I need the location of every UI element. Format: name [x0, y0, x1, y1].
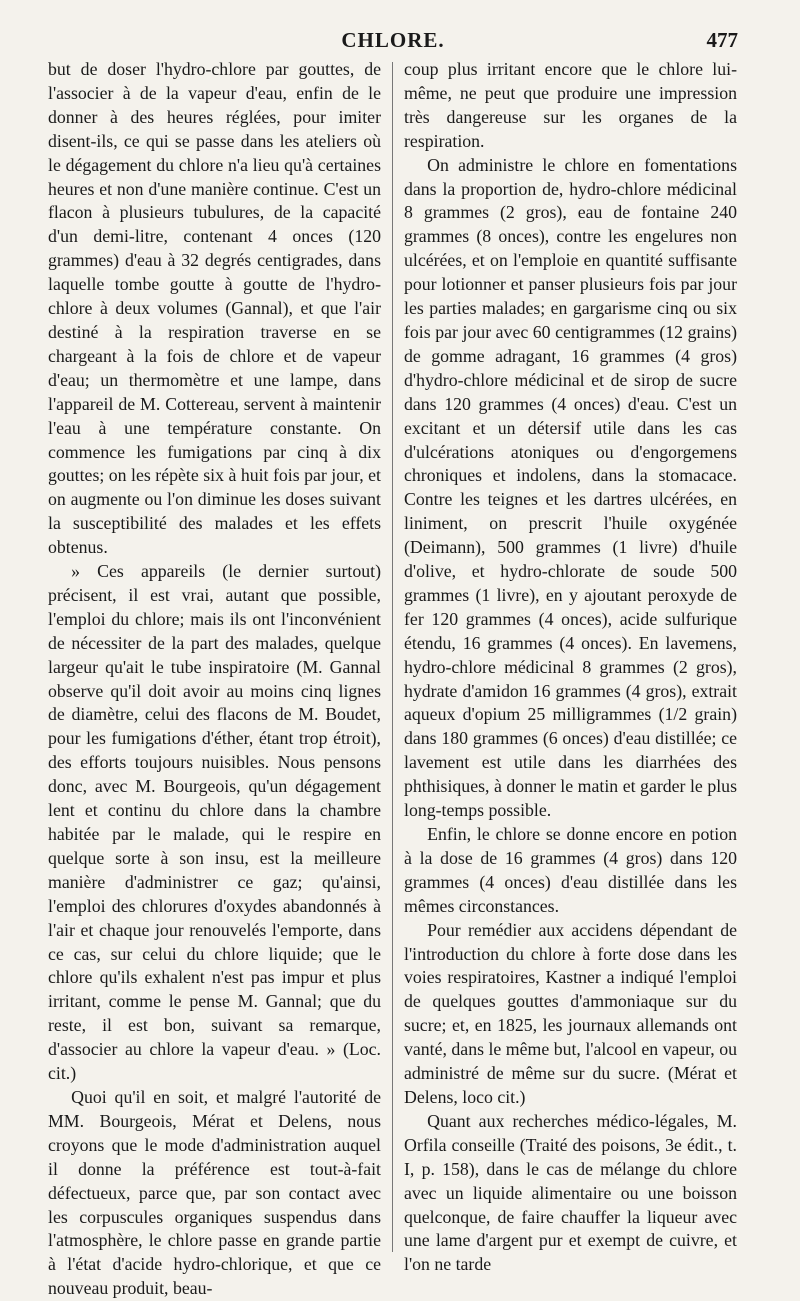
- paragraph: Quant aux recherches médico-légales, M. Orfila conseille (Traité des poisons, 3e édit., t. I, p. 158), dans le cas de mélange du chlore avec un liquide alimentaire ou une boisson quelconque, de faire chauffer la liqueur avec une lame d'argent pur et exempt de cuivre, et l'on ne tarde: [404, 1110, 737, 1275]
- page-header: [48, 28, 738, 58]
- paragraph: Pour remédier aux accidens dépendant de l'introduction du chlore à forte dose dans les voies respiratoires, Kastner a indiqué l'emploi de quelques gouttes d'ammoniaque sur du sucre; et, en 1825, les journaux allemands ont vanté, dans le même but, l'alcool en vapeur, ou administré de même sur du sucre. (Mérat et Delens, loco cit.): [404, 919, 737, 1107]
- paragraph: Quoi qu'il en soit, et malgré l'autorité de MM. Bourgeois, Mérat et Delens, nous croyons que le mode d'administration auquel il donne la préférence est tout-à-fait défectueux, parce que, par son contact avec les corpuscules organiques suspendus dans l'atmosphère, le chlore passe en grande partie à l'état d'acide hydro-chlorique, et que ce nouveau produit, beau-: [48, 1086, 381, 1299]
- paragraph: » Ces appareils (le dernier surtout) précisent, il est vrai, autant que possible, l'emploi du chlore; mais ils ont l'inconvénient de nécessiter de la part des malades, quelque largeur qu'ait le tube inspiratoire (M. Gannal observe qu'il doit avoir au moins cinq lignes de diamètre, celui des flacons de M. Boudet, pour les fumigations d'éther, étant trop étroit), des efforts toujours nuisibles. Nous pensons donc, avec M. Bourgeois, qu'un dégagement lent et continu du chlore dans la chambre habitée par le malade, qui le respire en quelque sorte à son insu, est la meilleure manière d'administrer ce gaz; qu'ainsi, l'emploi des chlorures d'oxydes abandonnés à l'air et chaque jour renouvelés l'emporte, dans ce cas, sur celui du chlore liquide; que le chlore qu'ils exhalent n'est pas impur et plus irritant, comme le pense M. Gannal; que du reste, il est bon, suivant sa remarque, d'associer au chlore la vapeur d'eau. » (Loc. cit.): [48, 561, 381, 1084]
- paragraph: coup plus irritant encore que le chlore lui-même, ne peut que produire une impression très dangereuse sur les organes de la respiration.: [404, 59, 737, 151]
- paragraph: but de doser l'hydro-chlore par gouttes, de l'associer à de la vapeur d'eau, enfin de le donner à des heures réglées, pour imiter disent-ils, ce qui se passe dans les ateliers où le dégagement du chlore n'a lieu qu'à certaines heures et non d'une manière continue. C'est un flacon à plusieurs tubulures, de la capacité d'un demi-litre, contenant 4 onces (120 grammes) d'eau à 32 degrés centigrades, dans laquelle tombe goutte à goutte de l'hydro-chlore à deux volumes (Gannal), et que l'air destiné à la respiration traverse en se chargeant à la fois de chlore et de vapeur d'eau; un thermomètre et une lampe, dans l'appareil de M. Cottereau, servent à maintenir l'eau à une température constante. On commence les fumigations par cinq à dix gouttes; on les répète six à huit fois par jour, et on augmente ou l'on diminue les doses suivant la susceptibilité des malades et les effets obtenus.: [48, 59, 381, 558]
- page-number: 477: [706, 28, 738, 52]
- column-divider: [392, 62, 393, 1252]
- running-title: CHLORE.: [341, 28, 445, 52]
- left-column: [48, 58, 381, 1301]
- paragraph: On administre le chlore en fomentations dans la proportion de, hydro-chlore médicinal 8 grammes (2 gros), eau de fontaine 240 grammes (8 onces), contre les engelures non ulcérées, et on l'emploie en quantité suffisante pour lotionner et panser plusieurs fois par jour les parties malades; en gargarisme cinq ou six fois par jour avec 60 centigrammes (12 grains) de gomme adragant, 16 grammes (4 gros) d'hydro-chlore médicinal et de sirop de sucre dans 120 grammes (4 onces) d'eau. C'est un excitant et un détersif utile dans les cas d'ulcérations atoniques ou d'engorgemens chroniques et indolens, dans la stomacace. Contre les teignes et les dartres ulcérées, en liniment, on prescrit l'huile oxygénée (Deimann), 500 grammes (1 livre) d'huile d'olive, et hydro-chlorate de soude 500 grammes (1 livre), en y ajoutant peroxyde de fer 120 grammes (4 onces), acide sulfurique étendu, 16 grammes (4 onces). En lavemens, hydro-chlore médicinal 8 grammes (2 gros), hydrate d'amidon 16 grammes (4 gros), extrait aqueux d'opium 25 milligrammes (1/2 grain) dans 180 grammes (6 onces) d'eau distillée; ce lavement est utile dans les diarrhées des phthisiques, à donner le matin et garder le plus long-temps possible.: [404, 154, 737, 821]
- paragraph: Enfin, le chlore se donne encore en potion à la dose de 16 grammes (4 gros) dans 120 grammes (4 onces) d'eau distillée dans les mêmes circonstances.: [404, 824, 737, 916]
- right-column: [404, 58, 737, 1277]
